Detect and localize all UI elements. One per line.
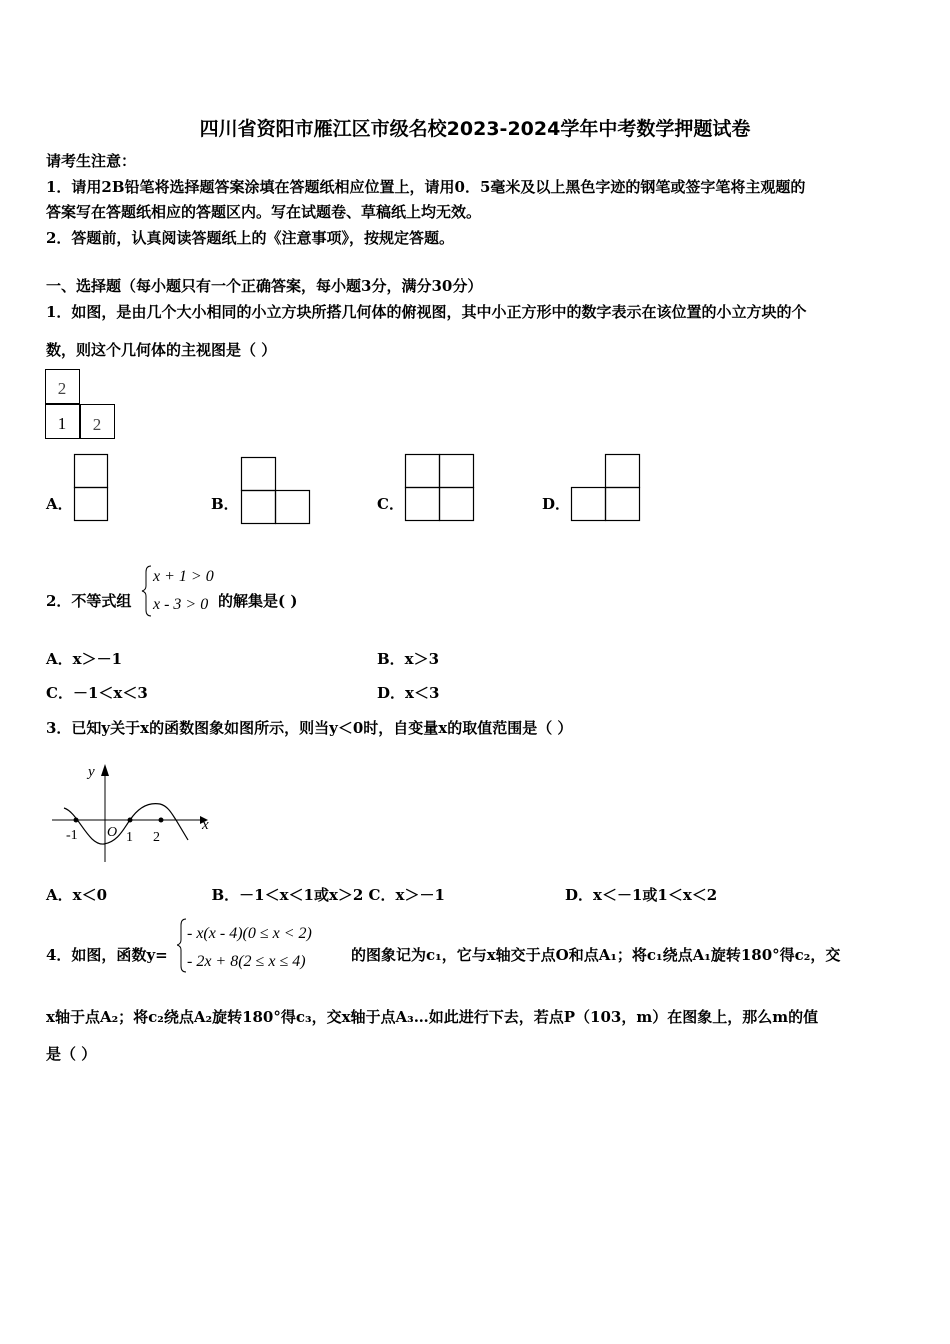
q1-option-d-figure [570, 453, 642, 523]
q1-option-a-figure [73, 453, 109, 523]
top-view-number: 2 [92, 415, 102, 434]
q1-option-c-label: C． [377, 495, 404, 513]
q4-stem-line-2: x轴于点A₂；将c₂绕点A₂旋转180°得c₃，交x轴于点A₃…如此进行下去，若点P（103，m）在图象上，那么m的值 [46, 1008, 819, 1026]
section-heading: 一、选择题（每小题只有一个正确答案，每小题3分，满分30分） [46, 277, 483, 295]
q4-prefix: 4．如图，函数y= [46, 946, 168, 964]
tick-label: -1 [66, 828, 78, 843]
q4-stem-line-3: 是（ ） [46, 1045, 97, 1063]
root-point [159, 818, 164, 823]
q1-option-b-figure [240, 456, 312, 526]
tick-label: 1 [126, 830, 133, 845]
top-view-figure [44, 368, 118, 442]
root-point [128, 818, 133, 823]
q2-prefix: 2．不等式组 [46, 592, 132, 610]
notice-line-1b: 答案写在答题纸相应的答题区内。写在试题卷、草稿纸上均无效。 [46, 203, 482, 221]
q1-option-b-label: B． [211, 495, 239, 513]
q3-options: A．x＜0 B．－1＜x＜1或x＞2 C．x＞－1 D．x＜－1或1＜x＜2 [46, 886, 718, 904]
q2-option-c: C．－1＜x＜3 [46, 684, 148, 702]
q4-piece-1: - x(x - 4)(0 ≤ x < 2) [187, 925, 312, 942]
q2-suffix: 的解集是( ) [218, 592, 298, 610]
q2-option-d: D．x＜3 [377, 684, 440, 702]
q2-option-a: A．x＞－1 [46, 650, 123, 668]
q1-option-a-label: A． [46, 495, 73, 513]
origin-label: O [107, 825, 118, 840]
notice-line-2: 2．答题前，认真阅读答题纸上的《注意事项》，按规定答题。 [46, 229, 454, 247]
x-axis-label: x [202, 817, 209, 833]
q1-option-c-figure [404, 453, 476, 523]
q1-stem-line-2: 数，则这个几何体的主视图是（ ） [46, 341, 277, 359]
y-axis-arrow [101, 764, 109, 776]
root-point [74, 818, 79, 823]
q2-inequality-1: x + 1 > 0 [153, 568, 214, 585]
q2-inequality-2: x - 3 > 0 [153, 596, 209, 613]
top-view-number: 2 [57, 379, 67, 398]
y-axis-label: y [88, 764, 95, 780]
q4-stem-line-1: 的图象记为c₁，它与x轴交于点O和点A₁；将c₁绕点A₁旋转180°得c₂，交 [351, 946, 841, 964]
tick-label: 2 [153, 830, 160, 845]
notice-heading: 请考生注意： [46, 152, 137, 170]
q4-piecewise-function [177, 916, 349, 976]
page-title: 四川省资阳市雁江区市级名校2023-2024学年中考数学押题试卷 [199, 118, 751, 140]
notice-line-1a: 1．请用2B铅笔将选择题答案涂填在答题纸相应位置上，请用0．5毫米及以上黑色字迹的钢笔或签字笔将主观题的 [46, 178, 806, 196]
top-view-number: 1 [57, 414, 67, 433]
q3-stem: 3．已知y关于x的函数图象如图所示，则当y＜0时，自变量x的取值范围是（ ） [46, 719, 573, 737]
q1-option-d-label: D． [542, 495, 571, 513]
q2-option-b: B．x＞3 [377, 650, 440, 668]
q4-piece-2: - 2x + 8(2 ≤ x ≤ 4) [187, 953, 306, 970]
q2-inequality-system [141, 562, 221, 620]
q1-stem-line-1: 1．如图，是由几个大小相同的小立方块所搭几何体的俯视图，其中小正方形中的数字表示在该位置的小立方块的个 [46, 303, 807, 321]
q3-function-graph [48, 758, 218, 868]
